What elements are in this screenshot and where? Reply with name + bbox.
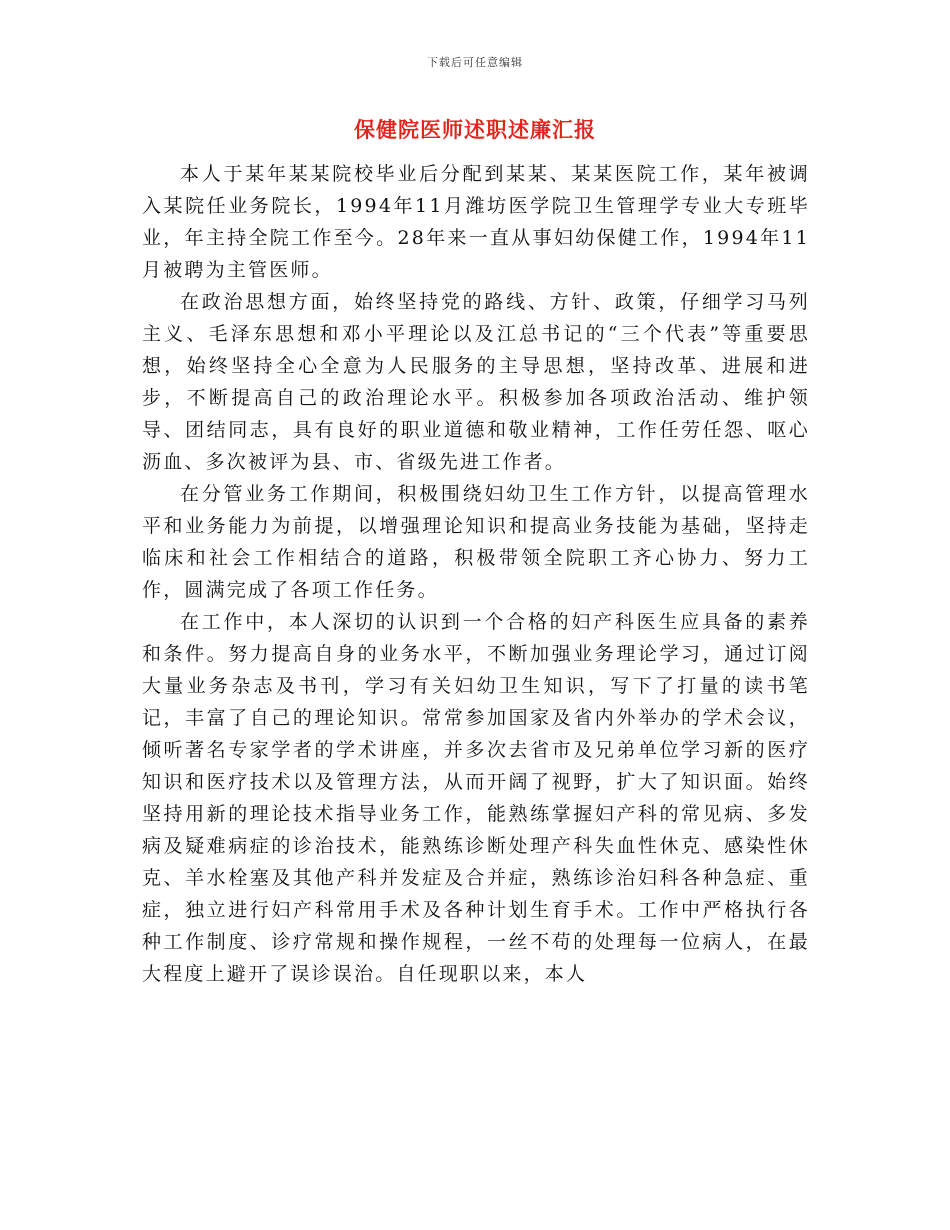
document-title: 保健院医师述职述廉汇报 <box>354 117 596 142</box>
page-header-note: 下载后可任意编辑 <box>427 56 523 69</box>
paragraph-business-management: 在分管业务工作期间，积极围绕妇幼卫生工作方针，以提高管理水平和业务能力为前提，以增强理论知识和提高业务技能为基础，坚持走临床和社会工作相结合的道路，积极带领全院职工齐心协力、努力工作，圆满完成了各项工作任务。 <box>142 483 810 601</box>
paragraph-career-history: 本人于某年某某院校毕业后分配到某某、某某医院工作，某年被调入某院任业务院长，1994年11月潍坊医学院卫生管理学专业大专班毕业，年主持全院工作至今。28年来一直从事妇幼保健工作，1994年11月被聘为主管医师。 <box>142 163 810 281</box>
paragraph-professional-work: 在工作中，本人深切的认识到一个合格的妇产科医生应具备的素养和条件。努力提高自身的业务水平，不断加强业务理论学习，通过订阅大量业务杂志及书刊，学习有关妇幼卫生知识，写下了打量的读书笔记，丰富了自己的理论知识。常常参加国家及省内外举办的学术会议，倾听著名专家学者的学术讲座，并多次去省市及兄弟单位学习新的医疗知识和医疗技术以及管理方法，从而开阔了视野，扩大了知识面。始终坚持用新的理论技术指导业务工作，能熟练掌握妇产科的常见病、多发病及疑难病症的诊治技术，能熟练诊断处理产科失血性休克、感染性休克、羊水栓塞及其他产科并发症及合并症，熟练诊治妇科各种急症、重症，独立进行妇产科常用手术及各种计划生育手术。工作中严格执行各种工作制度、诊疗常规和操作规程，一丝不苟的处理每一位病人，在最大程度上避开了误诊误治。自任现职以来，本人 <box>142 611 810 985</box>
paragraph-political-thought: 在政治思想方面，始终坚持党的路线、方针、政策，仔细学习马列主义、毛泽东思想和邓小平理论以及江总书记的“三个代表”等重要思想，始终坚持全心全意为人民服务的主导思想，坚持改革、进展和进步，不断提高自己的政治理论水平。积极参加各项政治活动、维护领导、团结同志，具有良好的职业道德和敬业精神，工作任劳任怨、呕心沥血、多次被评为县、市、省级先进工作者。 <box>142 291 810 473</box>
document-body <box>142 158 810 990</box>
